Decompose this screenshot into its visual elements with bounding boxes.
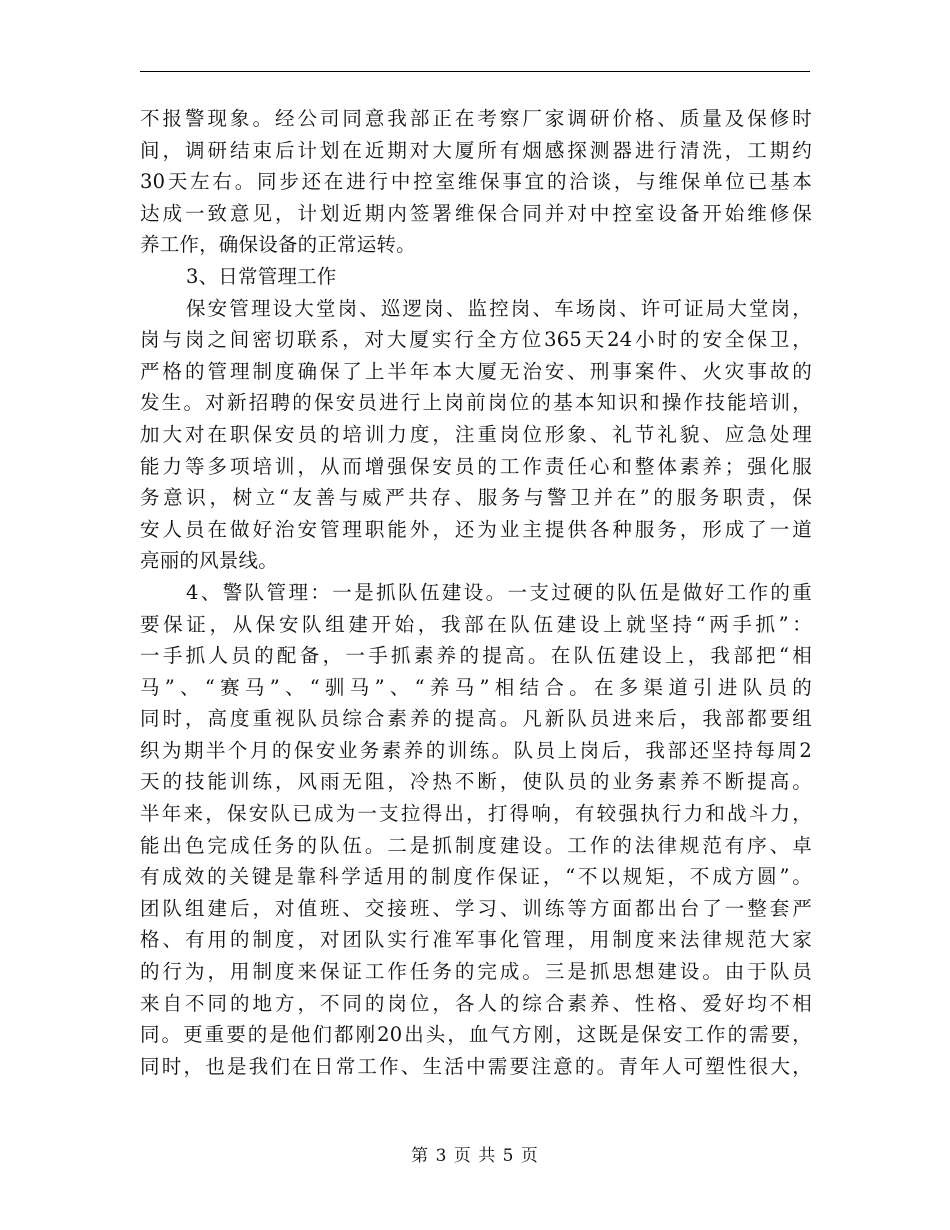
text-line: 4、警队管理：一是抓队伍建设。一支过硬的队伍是做好工作的重 — [186, 580, 812, 604]
body-text — [140, 103, 812, 1082]
text-line: 马”、“赛马”、“驯马”、“养马”相结合。在多渠道引进队员的 — [140, 675, 812, 699]
text-line: 发生。对新招聘的保安员进行上岗前岗位的基本知识和操作技能培训， — [140, 391, 812, 415]
text-line: 一手抓人员的配备，一手抓素养的提高。在队伍建设上，我部把“相 — [140, 644, 812, 668]
text-line: 织为期半个月的保安业务素养的训练。队员上岗后，我部还坚持每周2 — [140, 738, 812, 762]
text-line: 的行为，用制度来保证工作任务的完成。三是抓思想建设。由于队员 — [140, 960, 812, 984]
text-line: 要保证，从保安队组建开始，我部在队伍建设上就坚持“两手抓”： — [140, 612, 812, 636]
text-line: 岗与岗之间密切联系，对大厦实行全方位365天24小时的安全保卫， — [140, 328, 812, 352]
text-line: 务意识，树立“友善与威严共存、服务与警卫并在”的服务职责，保 — [140, 486, 812, 510]
text-line: 来自不同的地方，不同的岗位，各人的综合素养、性格、爱好均不相 — [140, 991, 812, 1015]
text-line: 达成一致意见，计划近期内签署维保合同并对中控室设备开始维修保 — [140, 201, 812, 225]
text-line: 同时，高度重视队员综合素养的提高。凡新队员进来后，我部都要组 — [140, 707, 812, 731]
text-line: 同时，也是我们在日常工作、生活中需要注意的。青年人可塑性很大， — [140, 1054, 812, 1078]
text-line: 能力等多项培训，从而增强保安员的工作责任心和整体素养；强化服 — [140, 454, 812, 478]
text-line: 间，调研结束后计划在近期对大厦所有烟感探测器进行清洗，工期约 — [140, 138, 812, 162]
header-rule — [140, 71, 810, 72]
text-line: 能出色完成任务的队伍。二是抓制度建设。工作的法律规范有序、卓 — [140, 833, 812, 857]
text-line: 严格的管理制度确保了上半年本大厦无治安、刑事案件、火灾事故的 — [140, 359, 812, 383]
text-line: 格、有用的制度，对团队实行准军事化管理，用制度来法律规范大家 — [140, 928, 812, 952]
text-line: 团队组建后，对值班、交接班、学习、训练等方面都出台了一整套严 — [140, 896, 812, 920]
text-line: 半年来，保安队已成为一支拉得出，打得响，有较强执行力和战斗力， — [140, 802, 812, 826]
text-line: 亮丽的风景线。 — [140, 549, 278, 573]
text-line: 有成效的关键是靠科学适用的制度作保证，“不以规矩，不成方圆”。 — [140, 865, 812, 889]
text-line: 安人员在做好治安管理职能外，还为业主提供各种服务，形成了一道 — [140, 517, 812, 541]
text-line: 加大对在职保安员的培训力度，注重岗位形象、礼节礼貌、应急处理 — [140, 422, 812, 446]
text-line: 不报警现象。经公司同意我部正在考察厂家调研价格、质量及保修时 — [140, 107, 812, 130]
text-line: 同。更重要的是他们都刚20出头，血气方刚，这既是保安工作的需要， — [140, 1023, 812, 1047]
text-line: 保安管理设大堂岗、巡逻岗、监控岗、车场岗、许可证局大堂岗， — [186, 296, 812, 320]
page-footer: 第 3 页 共 5 页 — [411, 1146, 539, 1166]
text-line: 养工作，确保设备的正常运转。 — [140, 233, 416, 257]
text-line: 天的技能训练，风雨无阻，冷热不断，使队员的业务素养不断提高。 — [140, 770, 812, 794]
text-line: 30天左右。同步还在进行中控室维保事宜的洽谈，与维保单位已基本 — [140, 170, 812, 194]
text-line: 3、日常管理工作 — [186, 264, 337, 288]
